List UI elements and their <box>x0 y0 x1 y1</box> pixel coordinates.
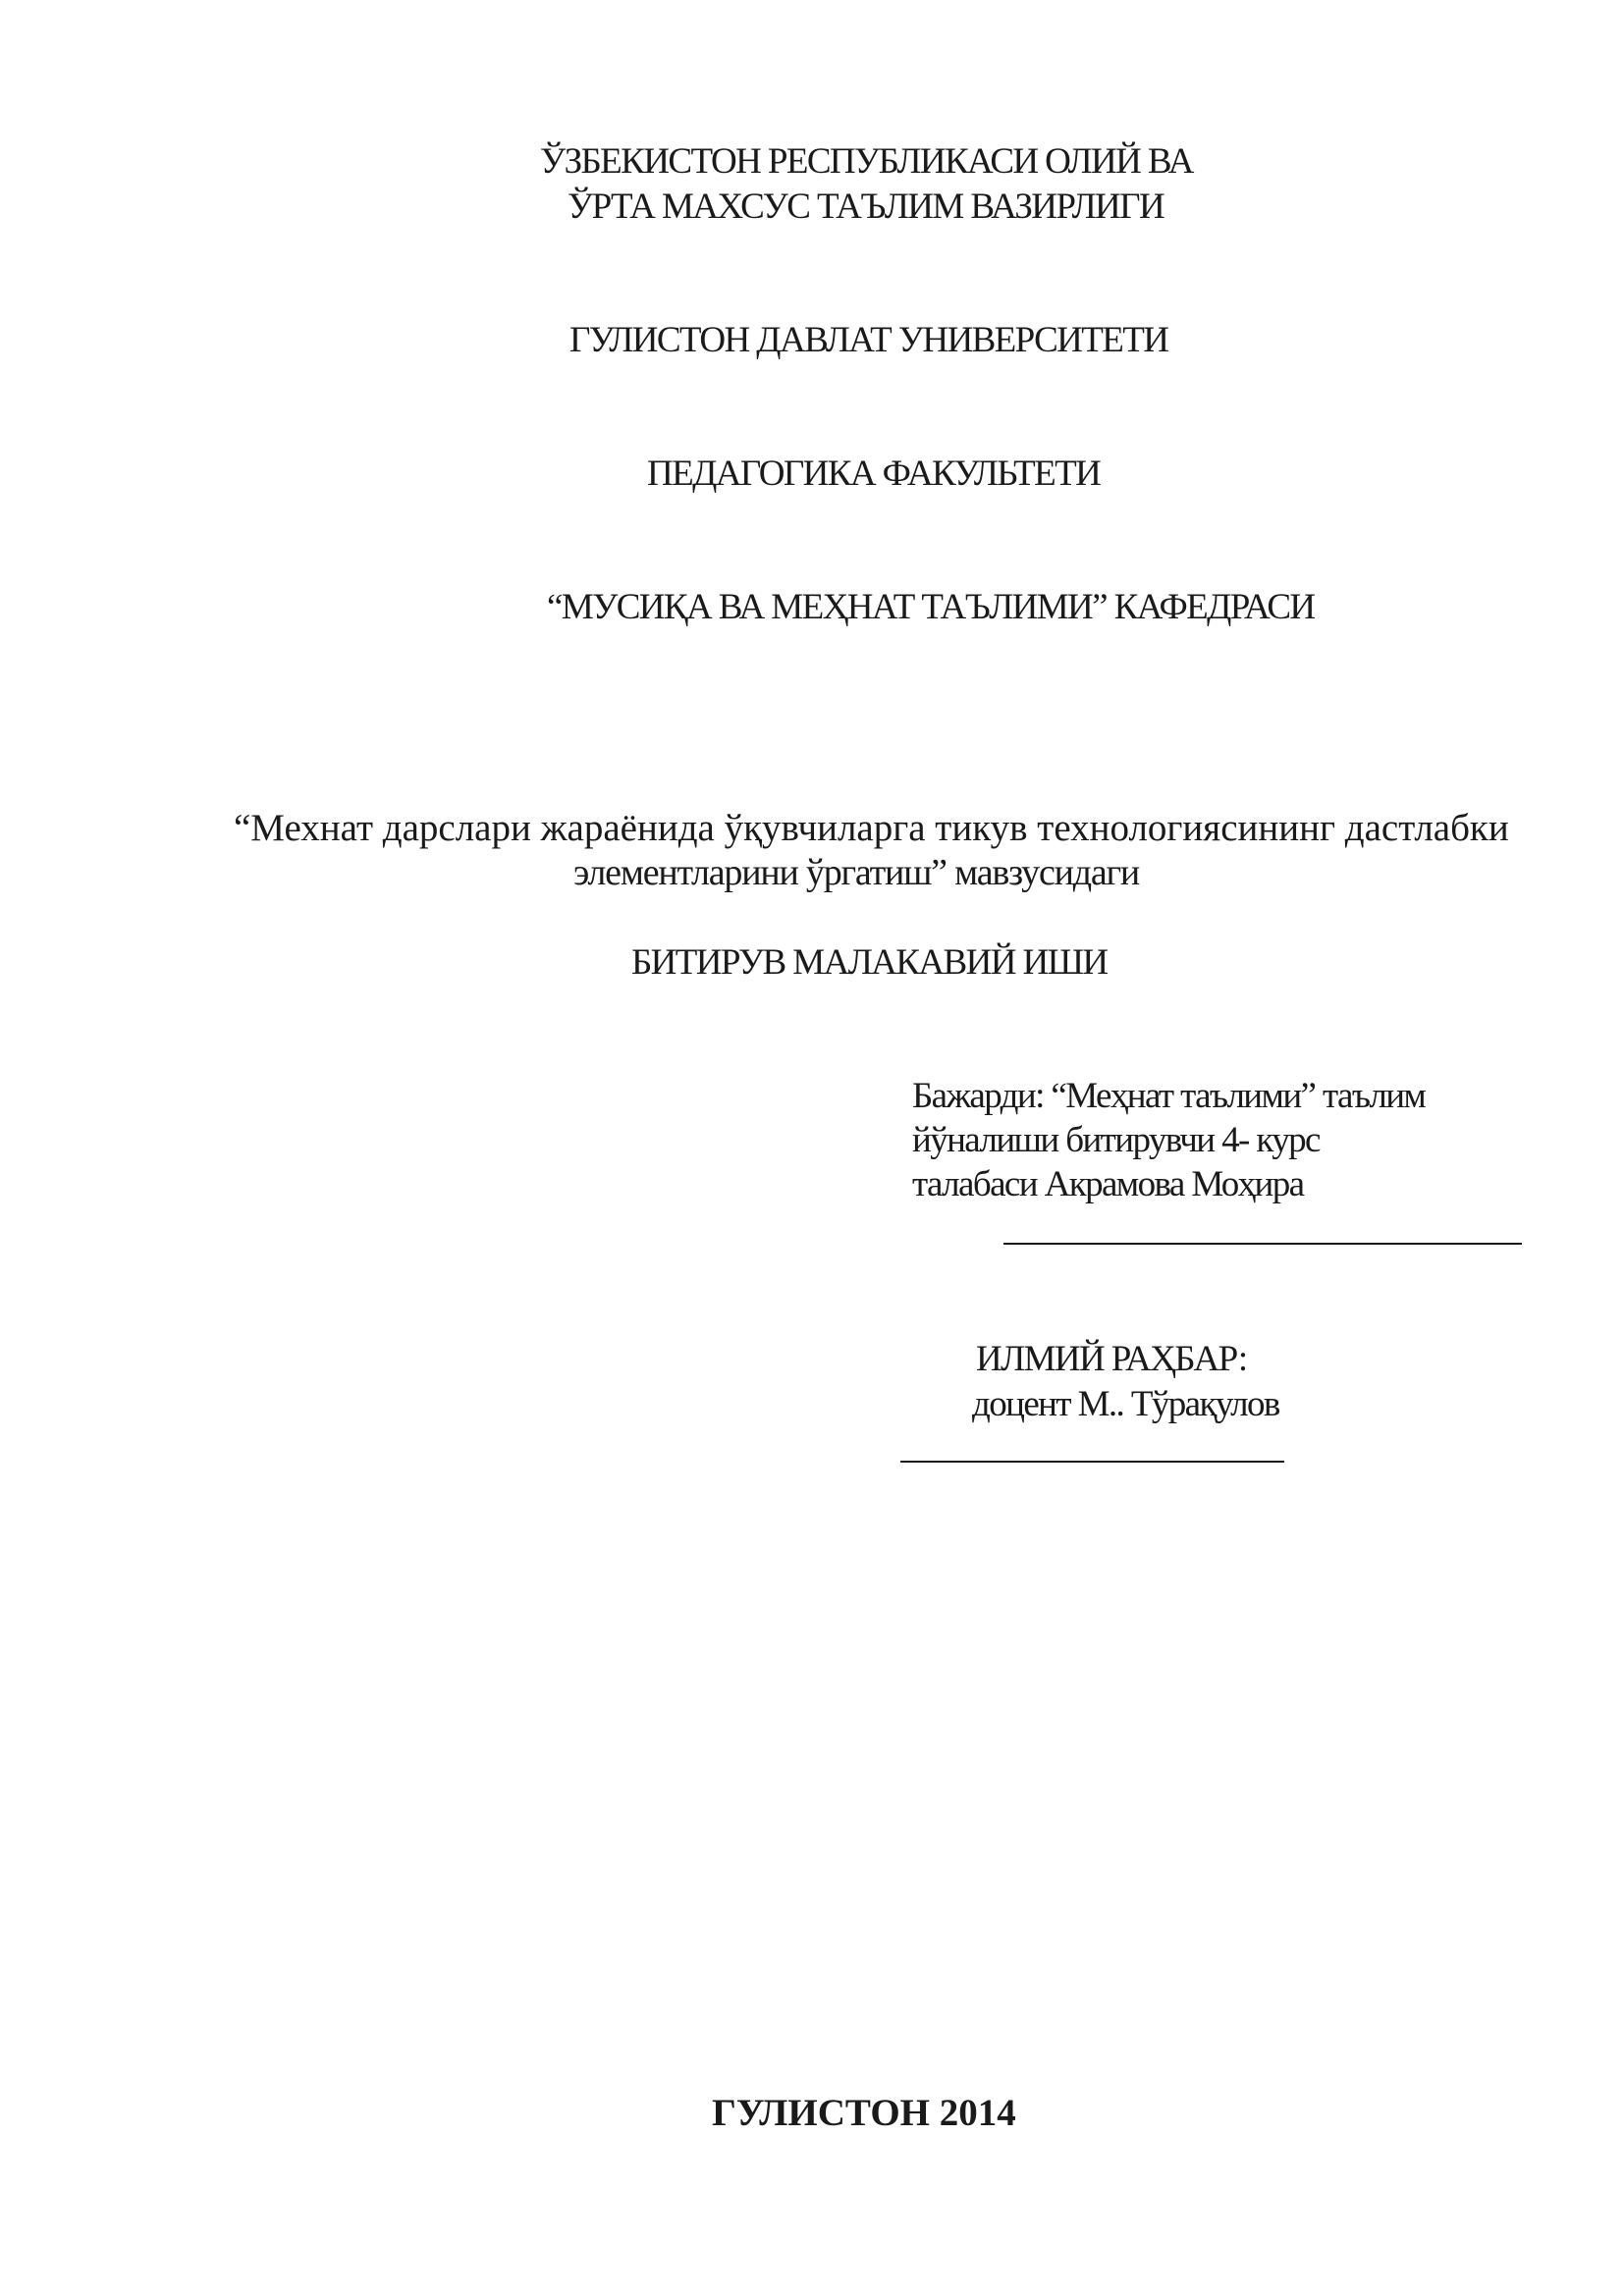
supervisor-signature-line <box>900 1461 1284 1463</box>
work-type-heading: БИТИРУВ МАЛАКАВИЙ ИШИ <box>631 942 1108 983</box>
faculty-name: ПЕДАГОГИКА ФАКУЛЬТЕТИ <box>647 454 1101 494</box>
supervisor-title: ИЛМИЙ РАҲБАР: <box>976 1339 1247 1379</box>
ministry-line-2: ЎРТА МАХСУС ТАЪЛИМ ВАЗИРЛИГИ <box>568 187 1164 227</box>
author-signature-line <box>1003 1243 1522 1245</box>
ministry-line-1: ЎЗБЕКИСТОН РЕСПУБЛИКАСИ ОЛИЙ ВА <box>540 141 1193 182</box>
university-name: ГУЛИСТОН ДАВЛАТ УНИВЕРСИТЕТИ <box>569 320 1168 360</box>
supervisor-name: доцент М.. Тўрақулов <box>972 1384 1279 1424</box>
department-name: “МУСИҚА ВА МЕҲНАТ ТАЪЛИМИ” КАФЕДРАСИ <box>547 587 1315 627</box>
topic-line-2: элементларини ўргатиш” мавзусидаги <box>573 852 1140 893</box>
author-line-1: Бажарди: “Меҳнат таълими” таълим <box>912 1076 1426 1116</box>
city-year: ГУЛИСТОН 2014 <box>712 2092 1016 2134</box>
author-line-3: талабаси Акрамова Моҳира <box>912 1164 1304 1204</box>
author-line-2: йўналиши битирувчи 4- курс <box>912 1120 1320 1160</box>
topic-line-1: “Мехнат дарслари жараёнида ўқувчиларга тикув технологиясининг дастлабки <box>234 807 1509 849</box>
